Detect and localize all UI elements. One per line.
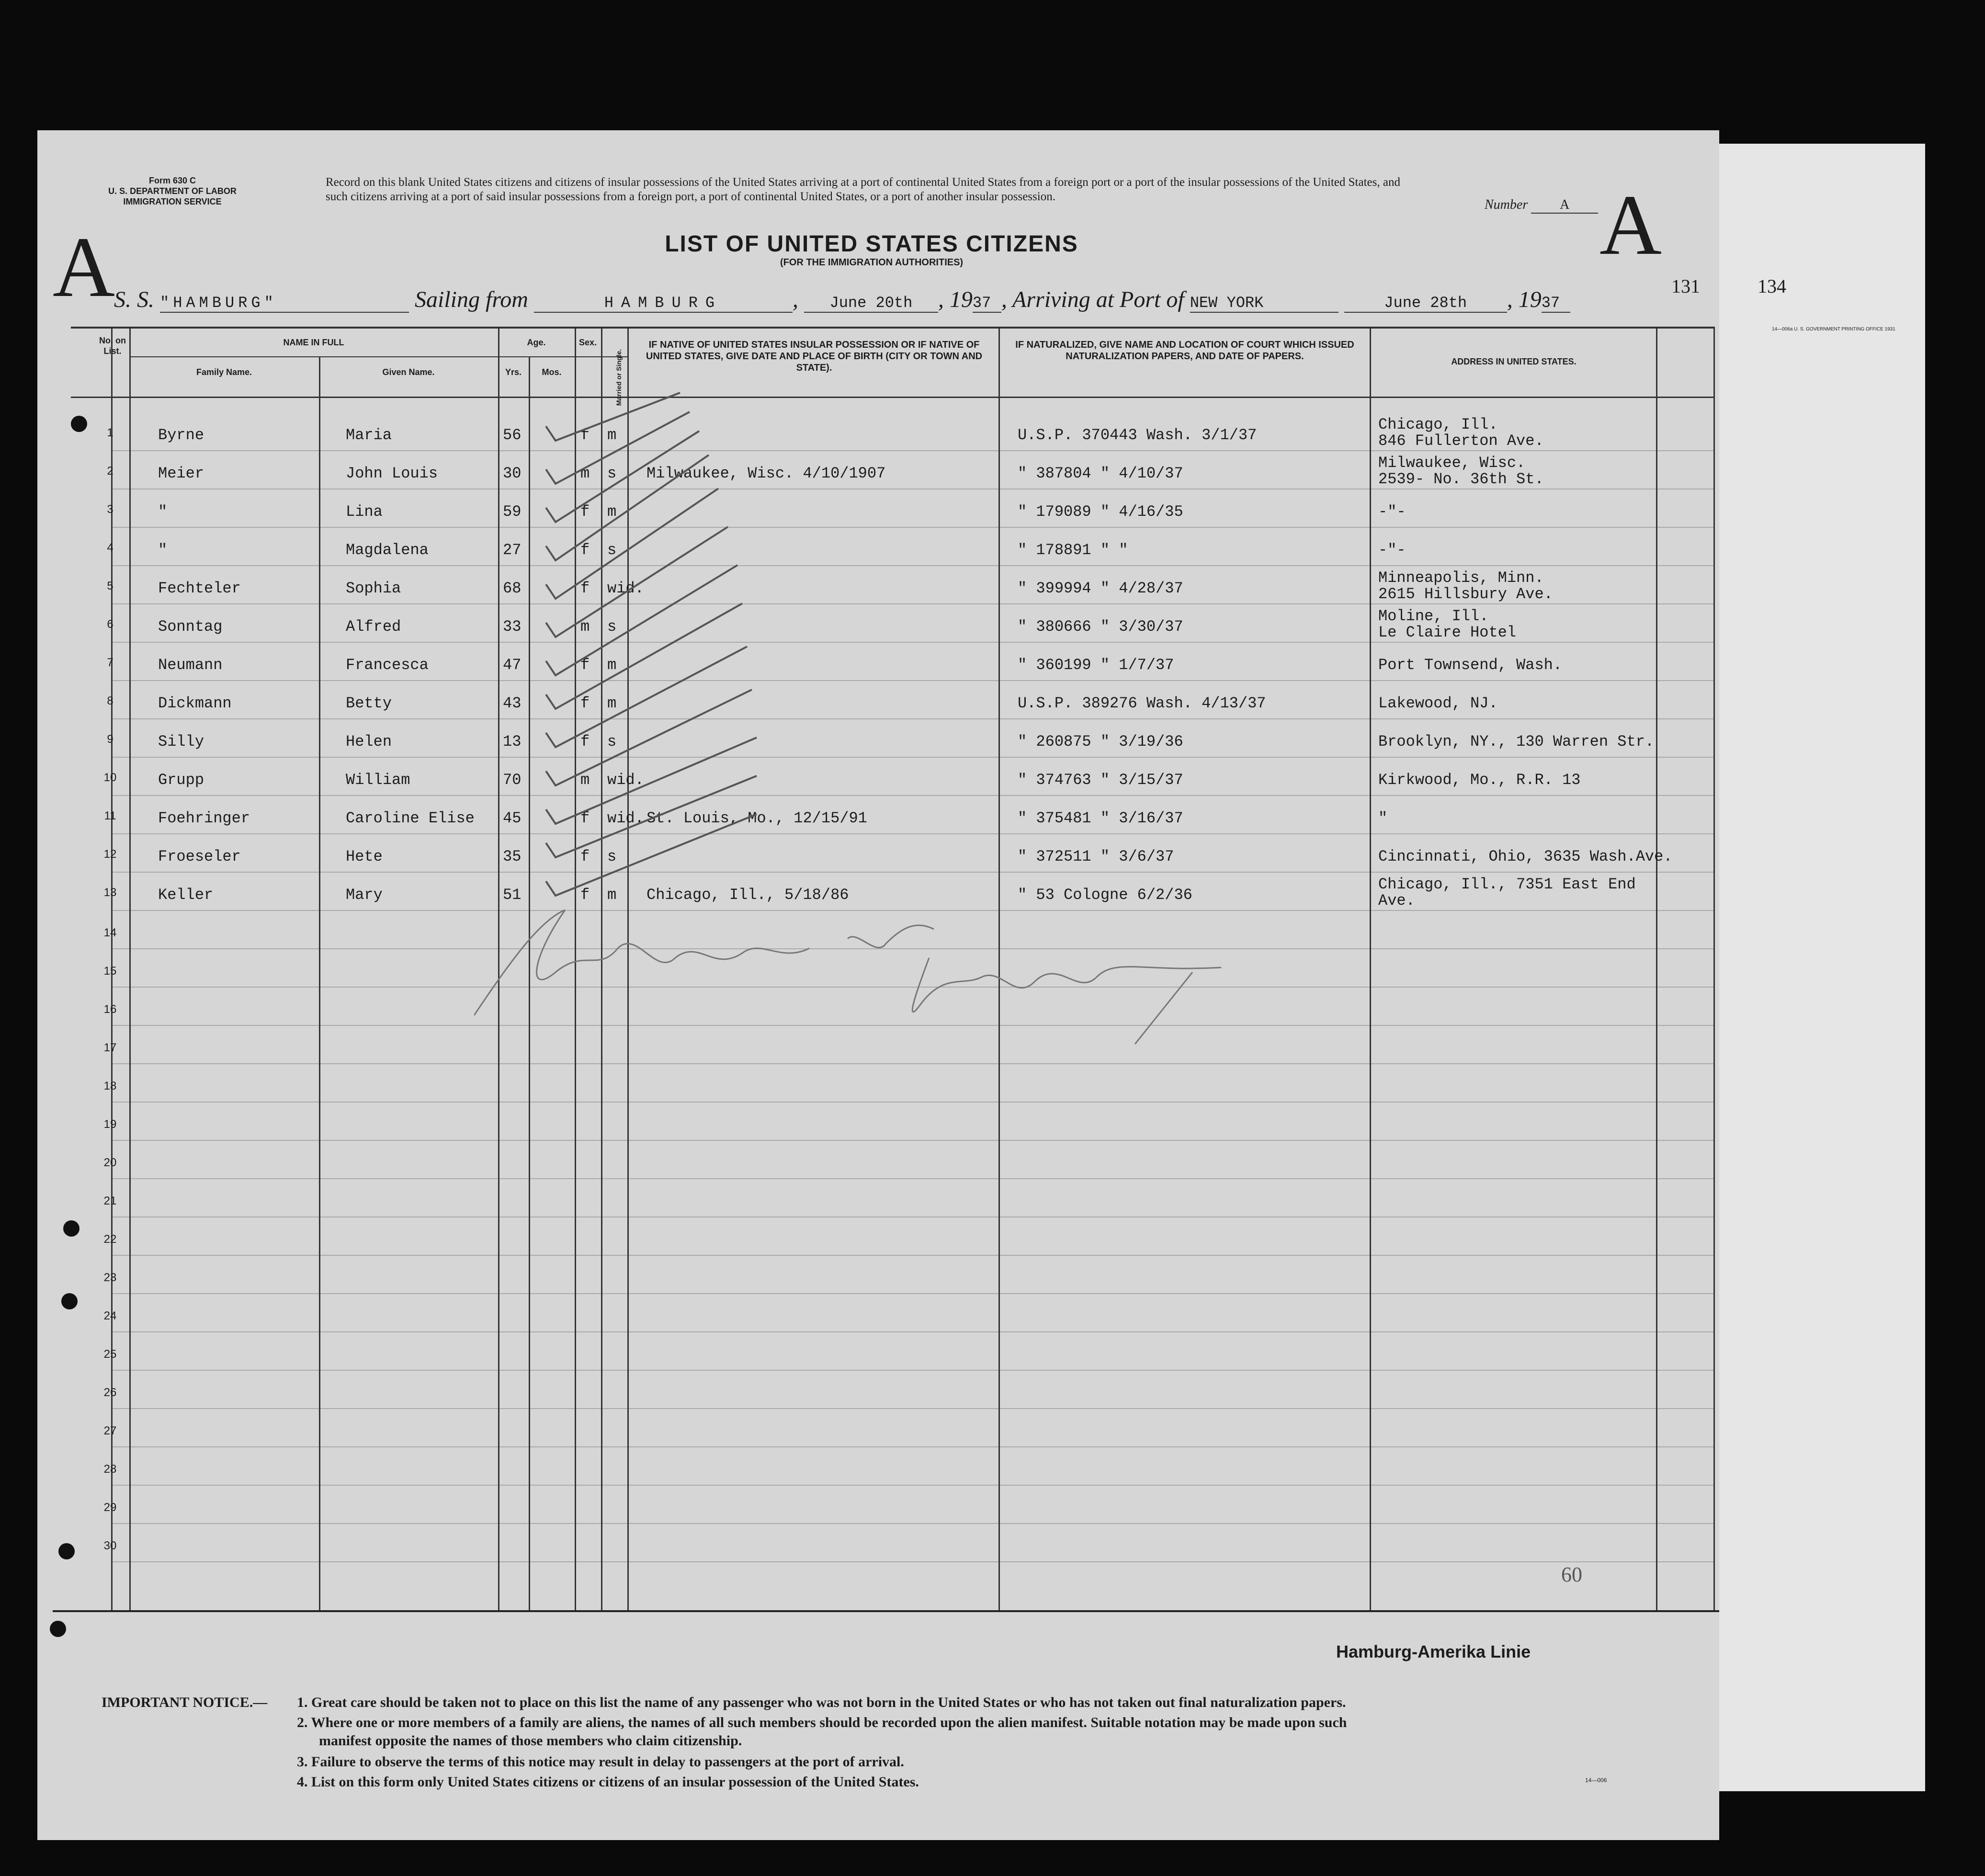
row-rule bbox=[111, 872, 1713, 873]
given-name: Francesca bbox=[346, 656, 429, 674]
header-naturalized: IF NATURALIZED, GIVE NAME AND LOCATION OF COURT WHICH ISSUED NATURALIZATION PAPERS, AND DATE OF PAPERS. bbox=[1015, 340, 1354, 362]
header-given-name: Given Name. bbox=[382, 367, 435, 377]
family-name: Foehringer bbox=[158, 809, 250, 827]
row-number: 10 bbox=[103, 771, 117, 784]
sex: m bbox=[580, 771, 590, 789]
naturalization-record: " 260875 " 3/19/36 bbox=[1018, 733, 1183, 750]
page-number-2: 134 bbox=[1758, 275, 1786, 297]
family-name: Silly bbox=[158, 733, 204, 750]
header-mos: Mos. bbox=[542, 367, 562, 377]
row-number: 27 bbox=[103, 1424, 117, 1437]
given-name: Alfred bbox=[346, 618, 401, 636]
family-name: Dickmann bbox=[158, 694, 232, 712]
address-line-1: " bbox=[1378, 809, 1388, 827]
address-line-1: Milwaukee, Wisc. bbox=[1378, 454, 1526, 472]
family-name: Fechteler bbox=[158, 580, 241, 597]
table-top-border bbox=[71, 327, 1713, 329]
given-name: John Louis bbox=[346, 465, 438, 482]
sailing-port: HAMBURG bbox=[534, 294, 793, 313]
sex: f bbox=[580, 503, 590, 521]
voyage-line: S. S. "HAMBURG" Sailing from HAMBURG , June 20th , 1937 , Arriving at Port of NEW YORK June 28th , 1937 bbox=[114, 286, 1570, 313]
row-number: 30 bbox=[103, 1539, 117, 1552]
arriving-port: NEW YORK bbox=[1190, 294, 1338, 313]
sex: f bbox=[580, 848, 590, 865]
handwritten-notation bbox=[474, 900, 1240, 1054]
punch-hole bbox=[71, 416, 87, 432]
given-name: Lina bbox=[346, 503, 383, 521]
marital-status: wid. bbox=[607, 580, 644, 597]
age-years: 45 bbox=[503, 809, 522, 827]
given-name: Mary bbox=[346, 886, 383, 904]
row-number: 13 bbox=[103, 886, 117, 899]
number-label: Number bbox=[1485, 197, 1528, 212]
row-rule bbox=[111, 565, 1713, 566]
given-name: Sophia bbox=[346, 580, 401, 597]
given-name: Helen bbox=[346, 733, 392, 750]
age-years: 30 bbox=[503, 465, 522, 482]
family-name: Grupp bbox=[158, 771, 204, 789]
address-line-2: 846 Fullerton Ave. bbox=[1378, 432, 1544, 450]
arriving-date: June 28th bbox=[1344, 294, 1507, 313]
row-rule bbox=[111, 1063, 1713, 1064]
sex: m bbox=[580, 618, 590, 636]
sex: f bbox=[580, 809, 590, 827]
marital-status: s bbox=[607, 733, 617, 750]
row-number: 22 bbox=[103, 1233, 117, 1246]
sailing-year: 37 bbox=[973, 294, 1001, 313]
row-number: 17 bbox=[103, 1041, 117, 1054]
address-line-1: Chicago, Ill. bbox=[1378, 416, 1498, 433]
table-bottom-border bbox=[53, 1610, 1719, 1612]
naturalization-record: " 387804 " 4/10/37 bbox=[1018, 465, 1183, 482]
row-number: 1 bbox=[107, 426, 113, 439]
marital-status: m bbox=[607, 656, 617, 674]
header-sex: Sex. bbox=[578, 338, 597, 347]
number-field bbox=[1485, 197, 1598, 214]
sex: f bbox=[580, 656, 590, 674]
tick-mark bbox=[546, 814, 757, 896]
sex: f bbox=[580, 580, 590, 597]
row-number: 8 bbox=[107, 694, 113, 707]
row-rule bbox=[111, 1178, 1713, 1179]
address-line-1: Minneapolis, Minn. bbox=[1378, 569, 1544, 587]
age-years: 13 bbox=[503, 733, 522, 750]
age-years: 35 bbox=[503, 848, 522, 865]
punch-hole bbox=[58, 1543, 75, 1559]
header-family-name: Family Name. bbox=[196, 367, 252, 377]
header-native-birth: IF NATIVE OF UNITED STATES INSULAR POSSESSION OR IF NATIVE OF UNITED STATES, GIVE DATE AND PLACE OF BIRTH (CITY OR TOWN AND STATE). bbox=[646, 340, 983, 373]
header-name-in-full: NAME IN FULL bbox=[283, 338, 344, 347]
marital-status: s bbox=[607, 848, 617, 865]
address-line-2: 2539- No. 36th St. bbox=[1378, 470, 1544, 488]
birth-place-date: St. Louis, Mo., 12/15/91 bbox=[647, 809, 867, 827]
footer-mark: 14—006 bbox=[1585, 1777, 1607, 1784]
sex: f bbox=[580, 694, 590, 712]
marital-status: m bbox=[607, 694, 617, 712]
row-rule bbox=[111, 1293, 1713, 1294]
punch-hole bbox=[61, 1293, 78, 1309]
given-name: Caroline Elise bbox=[346, 809, 475, 827]
notice-item-3: 3. Failure to observe the terms of this notice may result in delay to passengers at the port of arrival. bbox=[297, 1754, 904, 1770]
ship-name: "HAMBURG" bbox=[160, 294, 409, 313]
row-number: 19 bbox=[103, 1118, 117, 1131]
sex: f bbox=[580, 733, 590, 750]
age-years: 70 bbox=[503, 771, 522, 789]
address-line-2: 2615 Hillsbury Ave. bbox=[1378, 585, 1553, 603]
row-number: 12 bbox=[103, 848, 117, 861]
tick-mark bbox=[546, 776, 757, 857]
row-rule bbox=[111, 642, 1713, 643]
naturalization-record: U.S.P. 389276 Wash. 4/13/37 bbox=[1018, 694, 1266, 712]
naturalization-record: " 53 Cologne 6/2/36 bbox=[1018, 886, 1192, 904]
age-years: 27 bbox=[503, 541, 522, 559]
marital-status: m bbox=[607, 503, 617, 521]
naturalization-record: " 372511 " 3/6/37 bbox=[1018, 848, 1174, 865]
header-no: No. on List. bbox=[99, 336, 126, 356]
notice-item-1: 1. Great care should be taken not to place on this list the name of any passenger who was not born in the United States or who has not taken out final naturalization papers. bbox=[297, 1694, 1346, 1710]
sex: m bbox=[580, 465, 590, 482]
col-rule bbox=[1370, 327, 1371, 1610]
row-rule bbox=[111, 718, 1713, 719]
address-line-1: -"- bbox=[1378, 503, 1406, 521]
naturalization-record: " 360199 " 1/7/37 bbox=[1018, 656, 1174, 674]
family-name: Froeseler bbox=[158, 848, 241, 865]
row-rule bbox=[111, 527, 1713, 528]
row-rule bbox=[111, 795, 1713, 796]
row-rule bbox=[111, 1102, 1713, 1103]
marital-status: s bbox=[607, 618, 617, 636]
address-line-1: Lakewood, NJ. bbox=[1378, 694, 1498, 712]
tick-mark bbox=[546, 412, 690, 484]
given-name: Hete bbox=[346, 848, 383, 865]
sailing-year-prefix: 19 bbox=[949, 287, 973, 312]
address-line-2: Ave. bbox=[1378, 892, 1415, 910]
naturalization-record: " 380666 " 3/30/37 bbox=[1018, 618, 1183, 636]
header-bottom-border bbox=[71, 397, 1713, 398]
age-years: 68 bbox=[503, 580, 522, 597]
naturalization-record: " 374763 " 3/15/37 bbox=[1018, 771, 1183, 789]
punch-hole bbox=[50, 1621, 66, 1637]
address-line-1: Brooklyn, NY., 130 Warren Str. bbox=[1378, 733, 1655, 750]
notice-heading: IMPORTANT NOTICE.— bbox=[102, 1694, 268, 1710]
notice-item-4: 4. List on this form only United States citizens or citizens of an insular possession of the United States. bbox=[297, 1774, 919, 1790]
arriving-year-prefix: 19 bbox=[1518, 287, 1542, 312]
age-years: 43 bbox=[503, 694, 522, 712]
ss-label: S. S. bbox=[114, 287, 154, 312]
marital-status: wid. bbox=[607, 809, 644, 827]
row-number: 5 bbox=[107, 580, 113, 592]
family-name: Sonntag bbox=[158, 618, 223, 636]
row-number: 6 bbox=[107, 618, 113, 631]
tick-mark bbox=[546, 489, 718, 599]
address-line-1: Moline, Ill. bbox=[1378, 607, 1489, 625]
punch-hole bbox=[63, 1220, 79, 1237]
row-number: 24 bbox=[103, 1309, 117, 1322]
notice-item-2-continued: manifest opposite the names of those members who claim citizenship. bbox=[319, 1733, 742, 1749]
record-instructions: Record on this blank United States citizens and citizens of insular possessions of the United States arriving at a port of continental United States from a foreign port or a port of the insular possessions of the United States, and such citizens arriving at a port of said insular possessions from a foreign port, a port of continental United States, or a port of another insular possession. bbox=[326, 176, 1400, 203]
family-name: " bbox=[158, 503, 168, 521]
marital-status: s bbox=[607, 541, 617, 559]
row-number: 18 bbox=[103, 1080, 117, 1092]
row-number: 20 bbox=[103, 1156, 117, 1169]
row-number: 28 bbox=[103, 1463, 117, 1476]
row-rule bbox=[111, 1561, 1713, 1562]
row-rule bbox=[111, 1485, 1713, 1486]
row-number: 9 bbox=[107, 733, 113, 746]
row-rule bbox=[111, 680, 1713, 681]
given-name: Betty bbox=[346, 694, 392, 712]
row-rule bbox=[111, 1140, 1713, 1141]
shipping-line-stamp: Hamburg-Amerika Linie bbox=[1336, 1642, 1531, 1661]
printer-mark: 14—006a U. S. GOVERNMENT PRINTING OFFICE 1931 bbox=[1772, 327, 1895, 332]
naturalization-record: " 375481 " 3/16/37 bbox=[1018, 809, 1183, 827]
row-rule bbox=[111, 1255, 1713, 1256]
row-number: 29 bbox=[103, 1501, 117, 1514]
birth-place-date: Chicago, Ill., 5/18/86 bbox=[647, 886, 849, 904]
address-line-2: Le Claire Hotel bbox=[1378, 624, 1517, 641]
list-letter-left: A bbox=[53, 219, 115, 315]
naturalization-record: U.S.P. 370443 Wash. 3/1/37 bbox=[1018, 426, 1257, 444]
tick-mark bbox=[546, 455, 709, 560]
sex: f bbox=[580, 541, 590, 559]
address-line-1: Kirkwood, Mo., R.R. 13 bbox=[1378, 771, 1581, 789]
notice-item-2: 2. Where one or more members of a family are aliens, the names of all such members should be recorded upon the alien manifest. Suitable notation may be made upon such bbox=[297, 1715, 1347, 1730]
age-years: 33 bbox=[503, 618, 522, 636]
address-line-1: -"- bbox=[1378, 541, 1406, 559]
title-block bbox=[527, 231, 1216, 268]
family-name: Meier bbox=[158, 465, 204, 482]
list-letter-right: A bbox=[1599, 177, 1662, 273]
arriving-year: 37 bbox=[1542, 294, 1570, 313]
tick-mark bbox=[546, 393, 680, 441]
page-title: LIST OF UNITED STATES CITIZENS bbox=[665, 231, 1078, 257]
tick-mark bbox=[546, 738, 757, 824]
marital-status: wid. bbox=[607, 771, 644, 789]
arriving-label: , Arriving at Port of bbox=[1001, 287, 1184, 312]
form-identification bbox=[86, 175, 259, 207]
number-value: A bbox=[1531, 197, 1598, 214]
page-subtitle: (FOR THE IMMIGRATION AUTHORITIES) bbox=[780, 257, 964, 268]
family-name: Byrne bbox=[158, 426, 204, 444]
sailing-label: Sailing from bbox=[415, 287, 528, 312]
row-rule bbox=[111, 1523, 1713, 1524]
row-rule bbox=[111, 1446, 1713, 1447]
naturalization-record: " 399994 " 4/28/37 bbox=[1018, 580, 1183, 597]
sex: f bbox=[580, 426, 590, 444]
row-number: 4 bbox=[107, 541, 113, 554]
address-line-1: Port Townsend, Wash. bbox=[1378, 656, 1563, 674]
row-number: 16 bbox=[103, 1003, 117, 1016]
family-name: Keller bbox=[158, 886, 214, 904]
header-address: ADDRESS IN UNITED STATES. bbox=[1451, 357, 1577, 366]
department-name: U. S. DEPARTMENT OF LABOR bbox=[108, 186, 237, 196]
header-yrs: Yrs. bbox=[505, 367, 522, 377]
naturalization-record: " 179089 " 4/16/35 bbox=[1018, 503, 1183, 521]
service-name: IMMIGRATION SERVICE bbox=[123, 197, 222, 206]
row-number: 26 bbox=[103, 1386, 117, 1399]
age-years: 56 bbox=[503, 426, 522, 444]
sailing-date: June 20th bbox=[804, 294, 938, 313]
row-rule bbox=[111, 833, 1713, 834]
sex: f bbox=[580, 886, 590, 904]
address-line-1: Cincinnati, Ohio, 3635 Wash.Ave. bbox=[1378, 848, 1673, 865]
family-name: Neumann bbox=[158, 656, 223, 674]
age-years: 51 bbox=[503, 886, 522, 904]
given-name: William bbox=[346, 771, 410, 789]
given-name: Magdalena bbox=[346, 541, 429, 559]
family-name: " bbox=[158, 541, 168, 559]
col-rule bbox=[1656, 327, 1657, 1610]
row-number: 15 bbox=[103, 965, 117, 978]
page-number-1: 131 bbox=[1671, 275, 1700, 297]
row-number: 2 bbox=[107, 465, 113, 478]
tick-mark bbox=[546, 603, 742, 709]
marital-status: m bbox=[607, 426, 617, 444]
marital-status: s bbox=[607, 465, 617, 482]
row-rule bbox=[111, 757, 1713, 758]
row-number: 14 bbox=[103, 926, 117, 939]
handwritten-total: 60 bbox=[1561, 1563, 1582, 1586]
row-rule bbox=[111, 450, 1713, 451]
col-rule bbox=[319, 356, 320, 1610]
tick-mark bbox=[546, 690, 752, 785]
age-header-divider bbox=[498, 356, 575, 357]
row-rule bbox=[111, 603, 1713, 604]
header-married-or-single: Married or Single. bbox=[615, 349, 623, 406]
header-age: Age. bbox=[527, 338, 546, 347]
birth-place-date: Milwaukee, Wisc. 4/10/1907 bbox=[647, 465, 886, 482]
given-name: Maria bbox=[346, 426, 392, 444]
naturalization-record: " 178891 " " bbox=[1018, 541, 1128, 559]
col-rule bbox=[129, 327, 131, 1610]
row-rule bbox=[111, 1370, 1713, 1371]
row-rule bbox=[111, 1331, 1713, 1332]
age-years: 47 bbox=[503, 656, 522, 674]
row-number: 21 bbox=[103, 1194, 117, 1207]
row-rule bbox=[111, 1408, 1713, 1409]
form-number: Form 630 C bbox=[148, 176, 196, 185]
row-number: 23 bbox=[103, 1271, 117, 1284]
age-years: 59 bbox=[503, 503, 522, 521]
row-number: 11 bbox=[104, 809, 116, 822]
row-number: 3 bbox=[107, 503, 113, 516]
tick-marks bbox=[517, 383, 785, 920]
row-number: 7 bbox=[107, 656, 113, 669]
backing-sheet bbox=[1719, 144, 1925, 1791]
col-rule bbox=[1713, 327, 1715, 1610]
address-line-1: Chicago, Ill., 7351 East End bbox=[1378, 875, 1636, 893]
marital-status: m bbox=[607, 886, 617, 904]
row-number: 25 bbox=[103, 1348, 117, 1361]
